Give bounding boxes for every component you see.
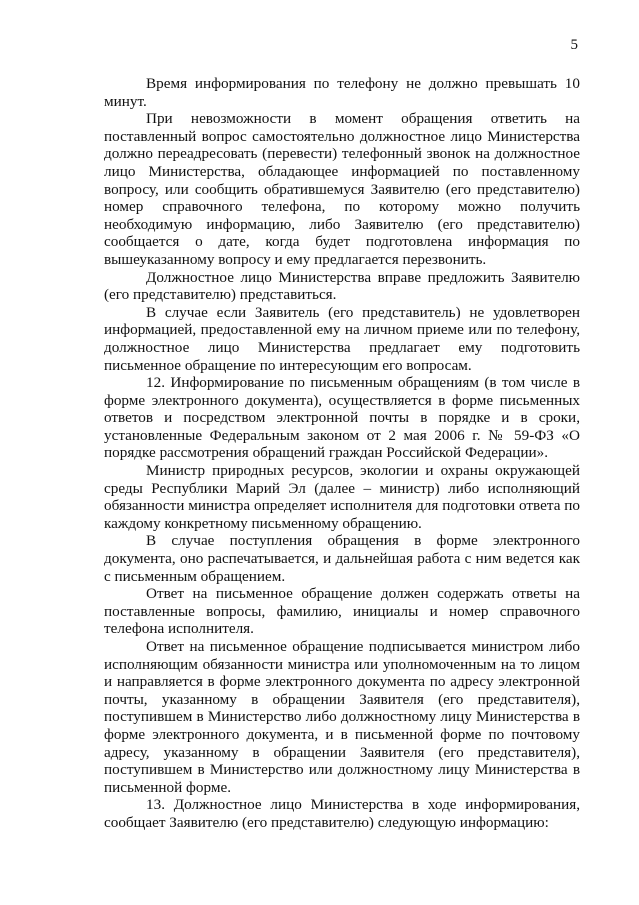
page-number: 5 bbox=[570, 37, 578, 53]
paragraph-item-12: 12. Информирование по письменным обращениям (в том числе в форме электронного документа), осуществляется в форме письменных ответов и посредством электронной почты в порядке и в сроки, установленные Федеральным законом от 2 мая 2006 г. № 59-ФЗ «О порядке рассмотрения обращений граждан Российской Федерации». bbox=[104, 374, 580, 462]
paragraph-call-duration: Время информирования по телефону не должно превышать 10 минут. bbox=[104, 75, 580, 110]
paragraph-electronic-request: В случае поступления обращения в форме электронного документа, оно распечатывается, и дальнейшая работа с ним ведется как с письменным обращением. bbox=[104, 532, 580, 585]
paragraph-answer-contents: Ответ на письменное обращение должен содержать ответы на поставленные вопросы, фамилию, инициалы и номер справочного телефона исполнителя. bbox=[104, 585, 580, 638]
paragraph-minister-assigns: Министр природных ресурсов, экологии и охраны окружающей среды Республики Марий Эл (далее – министр) либо исполняющий обязанности министра определяет исполнителя для подготовки ответа по каждому конкретному письменному обращению. bbox=[104, 462, 580, 532]
document-body bbox=[104, 75, 580, 832]
paragraph-call-redirect: При невозможности в момент обращения ответить на поставленный вопрос самостоятельно должностное лицо Министерства должно переадресовать (перевести) телефонный звонок на должностное лицо Министерства, обладающее информацией по поставленному вопросу, или сообщить обратившемуся Заявителю (его представителю) номер справочного телефона, по которому можно получить необходимую информацию, либо Заявителю (его представителю) сообщается о дате, когда будет подготовлена информация по вышеуказанному вопросу и ему предлагается перезвонить. bbox=[104, 110, 580, 268]
paragraph-item-13: 13. Должностное лицо Министерства в ходе информирования, сообщает Заявителю (его представителю) следующую информацию: bbox=[104, 796, 580, 831]
paragraph-answer-signing: Ответ на письменное обращение подписывается министром либо исполняющим обязанности министра или уполномоченным на то лицом и направляется в форме электронного документа по адресу электронной почты, указанному в обращении Заявителя (его представителя), поступившем в Министерство либо должностному лицу Министерства в форме электронного документа, и в письменной форме по почтовому адресу, указанному в обращении Заявителя (его представителя), поступившем в Министерство или должностному лицу Министерства в письменной форме. bbox=[104, 638, 580, 796]
paragraph-written-request-offer: В случае если Заявитель (его представитель) не удовлетворен информацией, предоставленной ему на личном приеме или по телефону, должностное лицо Министерства предлагает ему подготовить письменное обращение по интересующим его вопросам. bbox=[104, 303, 580, 374]
paragraph-introduce: Должностное лицо Министерства вправе предложить Заявителю (его представителю) представиться. bbox=[104, 268, 580, 304]
